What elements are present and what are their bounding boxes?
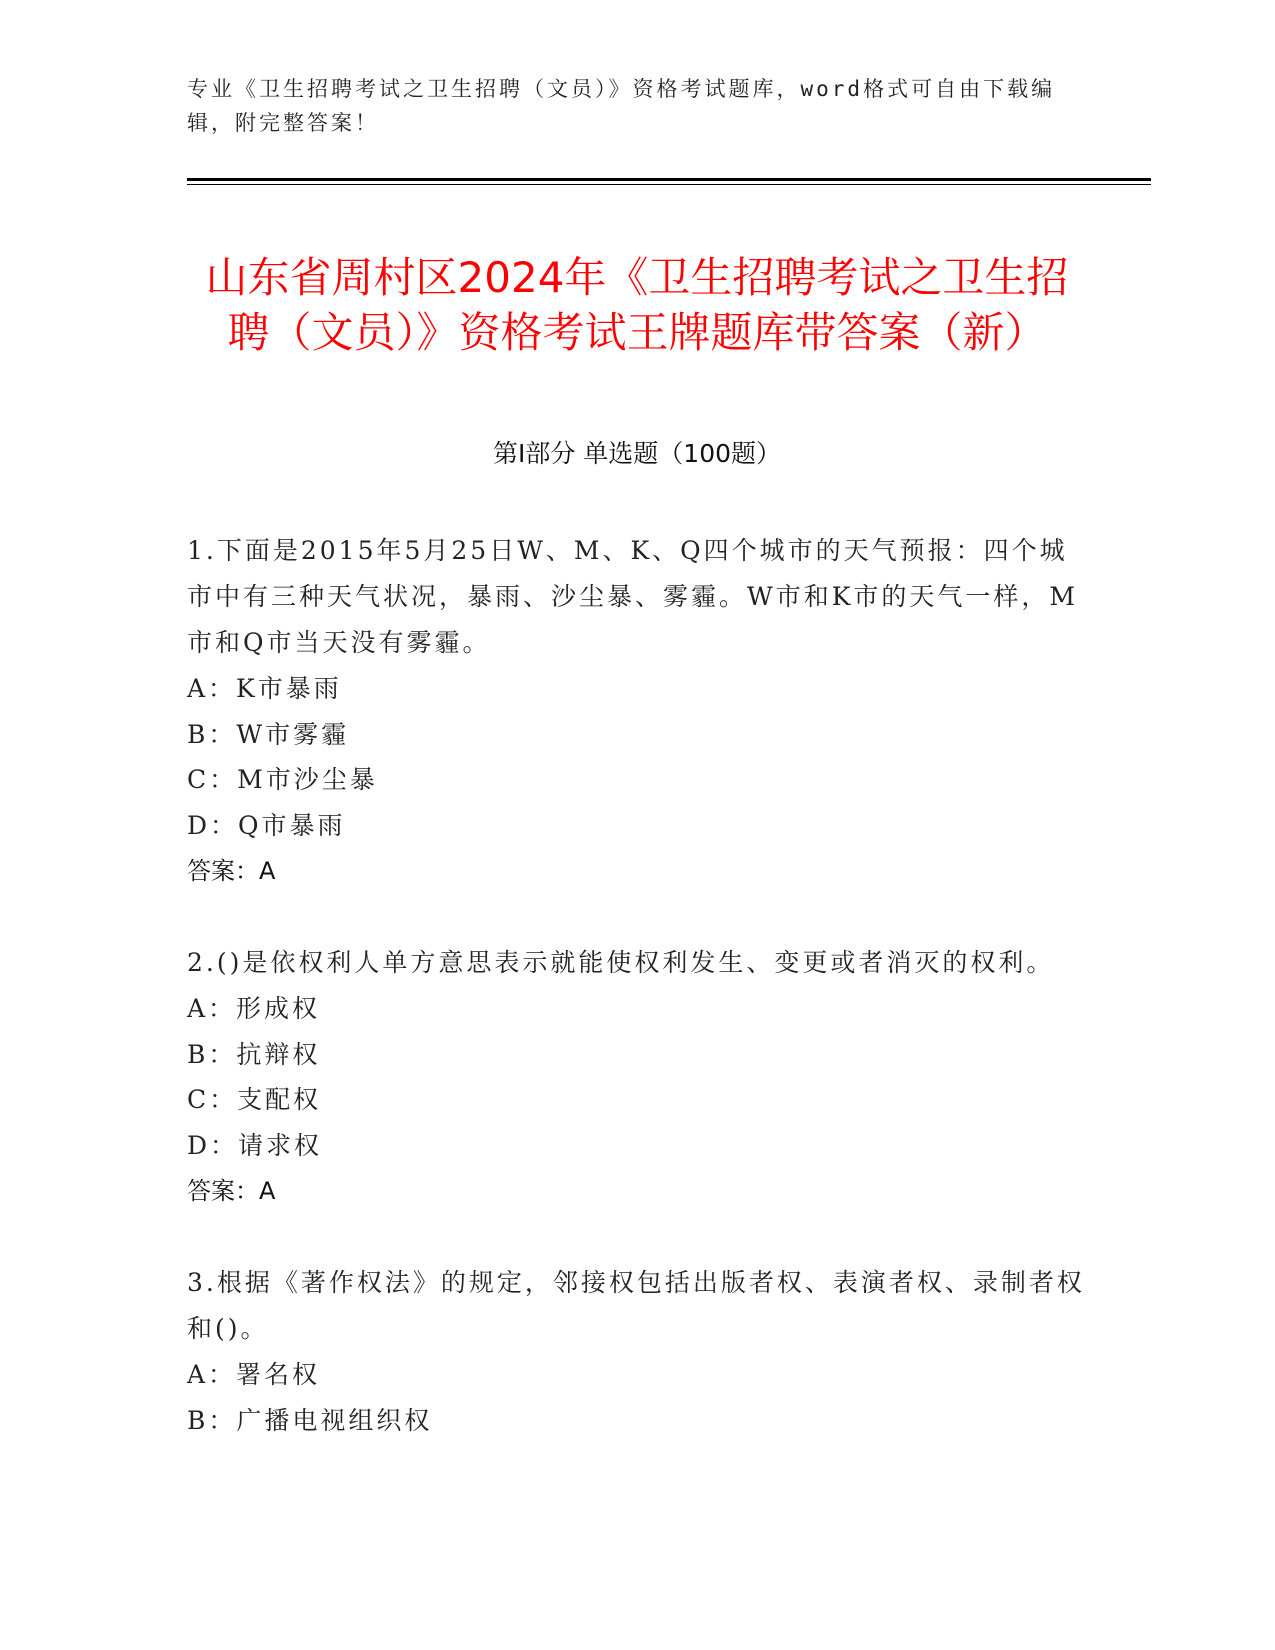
answer: 答案：A [187,1177,276,1205]
option-d: D：Q市暴雨 [187,810,346,840]
header-note: 专业《卫生招聘考试之卫生招聘（文员）》资格考试题库，word格式可自由下载编辑，附完整答案！ [187,77,1056,135]
option-c: C：支配权 [187,1085,322,1114]
header-divider-thick [187,178,1151,181]
option-b: B：W市雾霾 [187,719,350,749]
question-3 [187,1260,1087,1443]
header-divider-thin [187,184,1151,185]
question-1 [187,528,1087,894]
question-stem: 3.根据《著作权法》的规定，邻接权包括出版者权、表演者权、录制者权和()。 [187,1268,1085,1343]
answer: 答案：A [187,857,276,885]
option-a: A：形成权 [187,994,321,1023]
section-heading: 第I部分 单选题（100题） [492,439,782,468]
option-a: A：署名权 [187,1360,321,1389]
question-list [187,528,1087,1489]
document-title: 山东省周村区2024年《卫生招聘考试之卫生招聘（文员）》资格考试王牌题库带答案（新） [205,253,1069,358]
question-stem: 1.下面是2015年5月25日W、M、K、Q四个城市的天气预报：四个城市中有三种天气状况，暴雨、沙尘暴、雾霾。W市和K市的天气一样，M市和Q市当天没有雾霾。 [187,536,1078,657]
option-c: C：M市沙尘暴 [187,765,378,794]
option-a: A：K市暴雨 [187,674,342,703]
option-b: B：广播电视组织权 [187,1405,433,1435]
option-b: B：抗辩权 [187,1039,321,1069]
question-stem: 2.()是依权利人单方意思表示就能使权利发生、变更或者消灭的权利。 [187,948,1055,977]
question-2 [187,940,1087,1214]
option-d: D：请求权 [187,1130,323,1160]
